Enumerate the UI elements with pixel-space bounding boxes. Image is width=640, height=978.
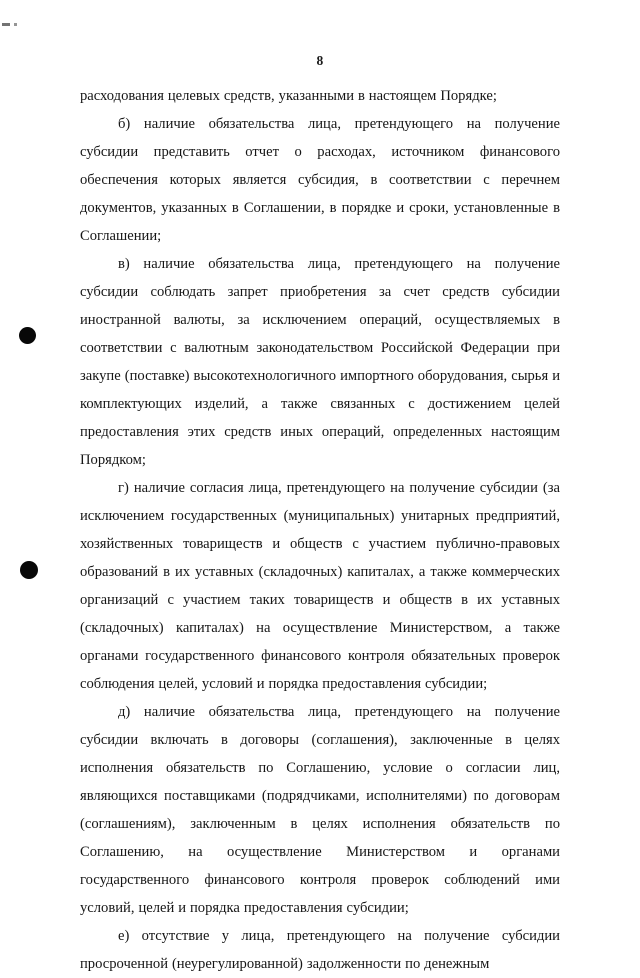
paragraph-item-d: д) наличие обязательства лица, претендующего на получение субсидии включать в договоры (соглашения), заключенные в целях исполнения обязательств по Соглашению, условие о согласии лиц, являющихся поставщиками (подрядчиками, исполнителями) по договорам (соглашениям), заключенным в целях исполнения обязательств по Соглашению, на осуществление Министерством и органами государственного финансового контроля проверок соблюдений ими условий, целей и порядка предоставления субсидии;	[80, 704, 560, 916]
page-number: 8	[316, 53, 324, 68]
paragraph-item-e: е) отсутствие у лица, претендующего на получение субсидии просроченной (неурегулированной) задолженности по денежным	[80, 928, 560, 972]
scan-artifact-dash-icon	[2, 23, 10, 26]
paragraph-item-b: б) наличие обязательства лица, претендующего на получение субсидии представить отчет о расходах, источником финансового обеспечения которых является субсидия, в соответствии с перечнем документов, указанных в Соглашении, в порядке и сроки, установленные в Соглашении;	[80, 116, 560, 244]
paragraph-item-v: в) наличие обязательства лица, претендующего на получение субсидии соблюдать запрет приобретения за счет средств субсидии иностранной валюты, за исключением операций, осуществляемых в соответствии с валютным законодательством Российской Федерации при закупе (поставке) высокотехнологичного импортного оборудования, сырья и комплектующих изделий, а также связанных с достижением целей предоставления этих средств иных операций, определенных настоящим Порядком;	[80, 256, 560, 468]
paragraph-continuation: расходования целевых средств, указанными в настоящем Порядке;	[80, 88, 497, 104]
paragraph-item-g: г) наличие согласия лица, претендующего на получение субсидии (за исключением государственных (муниципальных) унитарных предприятий, хозяйственных товариществ и обществ с участием публично-правовых образований в их уставных (складочных) капиталах, а также коммерческих организаций с участием таких товариществ и обществ в их уставных (складочных) капиталах) на осуществление Министерством, а также органами государственного финансового контроля обязательных проверок соблюдения целей, условий и порядка предоставления субсидии;	[80, 480, 560, 692]
document-body	[80, 82, 560, 978]
scan-artifact-dot-icon	[14, 23, 17, 26]
hole-punch-mark-bottom-icon	[20, 561, 38, 579]
hole-punch-mark-top-icon	[19, 327, 36, 344]
